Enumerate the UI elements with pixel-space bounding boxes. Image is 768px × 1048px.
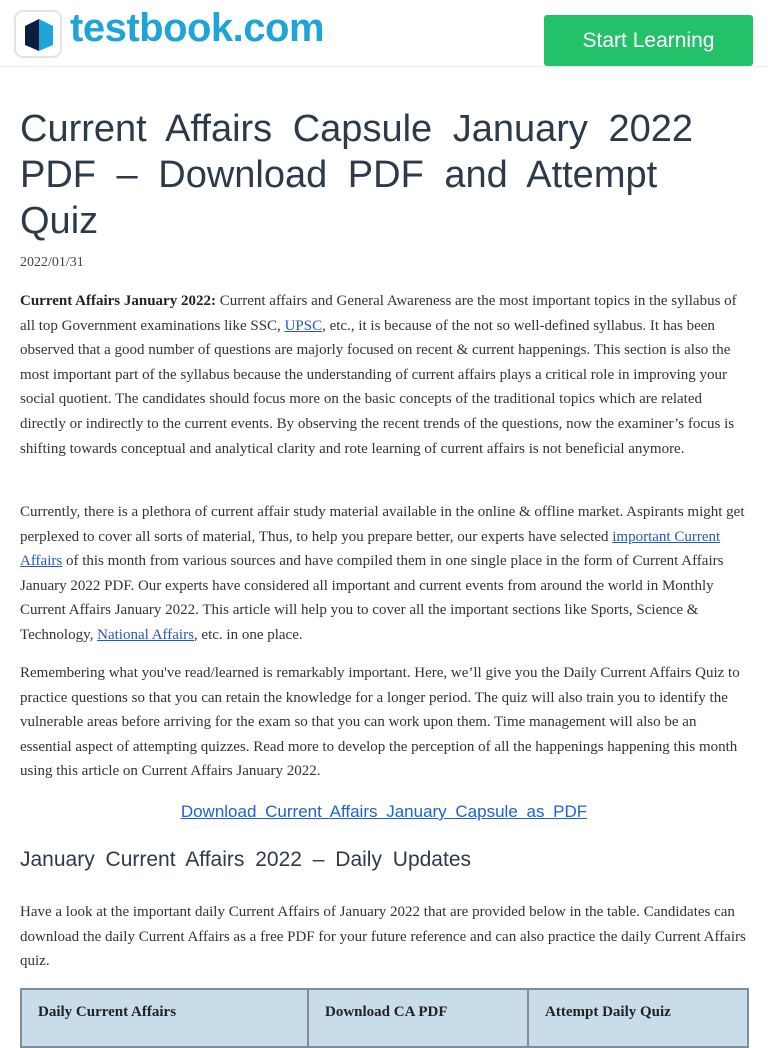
table-header-daily-current-affairs: Daily Current Affairs [21, 989, 308, 1047]
daily-updates-heading: January Current Affairs 2022 – Daily Updates [20, 848, 472, 871]
download-capsule-pdf-link[interactable]: Download Current Affairs January Capsule as PDF [180, 802, 588, 821]
study-text-1: Currently, there is a plethora of current affair study material available in the online & offline market. Aspirants might get perplexed to cover all sorts of material, Thus, to help you prepare better, our experts have selected [20, 504, 745, 545]
table-intro-paragraph: Have a look at the important daily Current Affairs of January 2022 that are provided below in the table. Candidates can download the daily Current Affairs as a free PDF for your future reference and can also practice the daily Current Affairs quiz. [20, 904, 746, 970]
intro-text-1: Current affairs and General Awareness are the most important topics in the syllabus of all top Government examinations like SSC, [20, 293, 737, 334]
table-header-download-pdf: Download CA PDF [308, 989, 528, 1047]
table-header-row [21, 989, 748, 1047]
site-header [0, 0, 768, 67]
quiz-paragraph: Remembering what you've read/learned is remarkably important. Here, we’ll give you the Daily Current Affairs Quiz to practice questions so that you can retain the knowledge for a longer period. The quiz will also train you to identify the vulnerable areas before arriving for the exam so that you can work upon them. Time management will also be an essential aspect of attempting quizzes. Read more to develop the perception of all the happenings happening this month using this article on Current Affairs January 2022. [20, 665, 740, 780]
site-logo-text[interactable]: testbook.com [70, 6, 325, 50]
intro-paragraph [20, 289, 750, 461]
testbook-logo-icon[interactable] [14, 10, 62, 58]
study-text-2: of this month from various sources and have compiled them in one single place in the form of Current Affairs January 2022 PDF. Our experts have considered all important and current events from around the world in Monthly Current Affairs January 2022. This article will help you to cover all the important sections like Sports, Science & Technology, [20, 553, 724, 643]
intro-lead: Current Affairs January 2022: [20, 293, 216, 309]
publish-date: 2022/01/31 [20, 255, 84, 270]
national-affairs-link[interactable]: National Affairs [97, 626, 194, 643]
upsc-link[interactable]: UPSC [284, 317, 323, 334]
daily-current-affairs-table [20, 988, 749, 1048]
start-learning-button[interactable]: Start Learning [544, 15, 753, 66]
study-text-3: , etc. in one place. [193, 626, 303, 643]
page-title: Current Affairs Capsule January 2022 PDF – Download PDF and Attempt Quiz [20, 108, 693, 242]
intro-text-2: , etc., it is because of the not so well-defined syllabus. It has been observed that a good number of questions are majorly focused on recent & current happenings. This section is also the most important part of the syllabus because the understanding of current affairs plays a critical role in improving your social quotient. The candidates should focus more on the basic concepts of the traditional topics which are related directly or indirectly to the current events. By observing the recent trends of the questions, now the examiner’s focus is shifting towards conceptual and analytical clarity and rote learning of current affairs is not beneficial anymore. [20, 317, 735, 457]
table-header-attempt-quiz: Attempt Daily Quiz [528, 989, 748, 1047]
important-current-affairs-link[interactable]: important Current Affairs [20, 528, 721, 570]
study-material-paragraph [20, 500, 750, 648]
